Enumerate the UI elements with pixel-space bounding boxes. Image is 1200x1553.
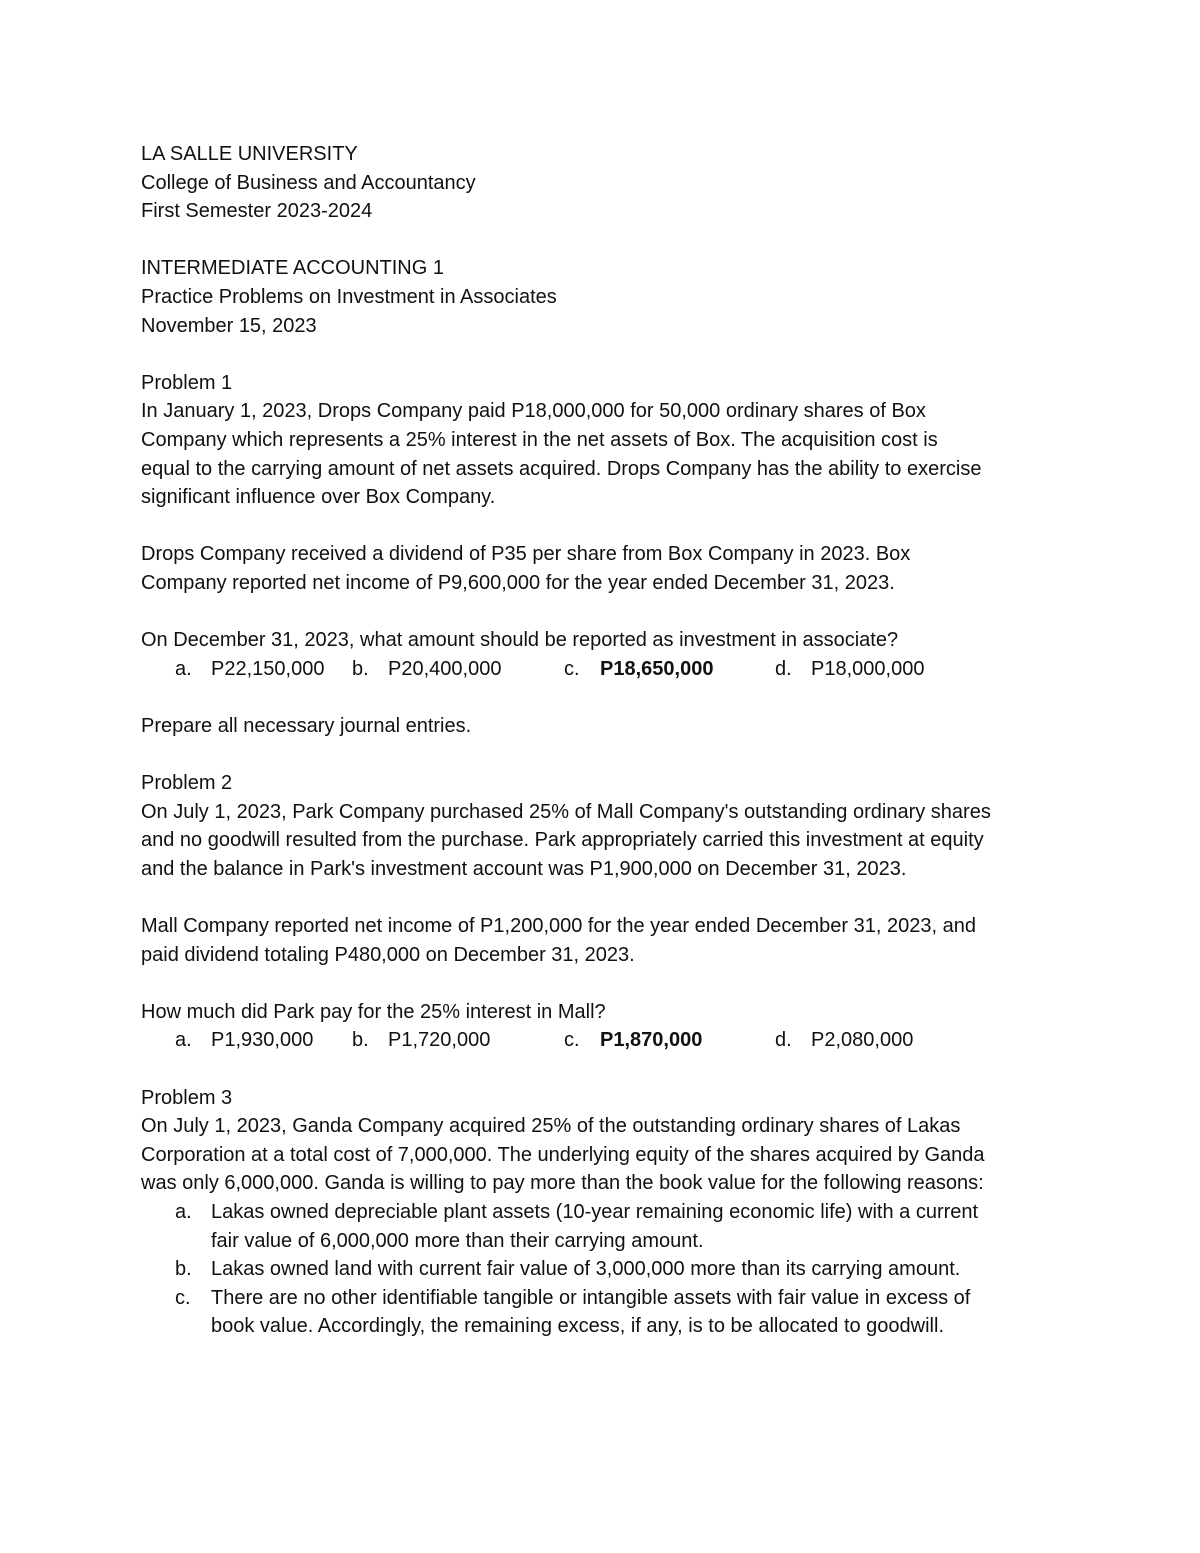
problem1-instruction: Prepare all necessary journal entries. [141, 714, 472, 737]
correct-answer: P18,650,000 [600, 657, 714, 680]
document-page [141, 140, 1071, 1341]
problem1-paragraph2 [141, 540, 1071, 597]
reason-item-a: a. Lakas owned depreciable plant assets (10-year remaining economic life) with a current fair value of 6,000,000 more than their carrying amount. [141, 1198, 1071, 1255]
text-line: Lakas owned depreciable plant assets (10-year remaining economic life) with a current [211, 1200, 979, 1223]
problem1-question: On December 31, 2023, what amount should be reported as investment in associate? [141, 629, 899, 652]
text-line: fair value of 6,000,000 more than their carrying amount. [211, 1229, 704, 1252]
text-line: equal to the carrying amount of net assets acquired. Drops Company has the ability to exercise [141, 457, 982, 480]
choice-c: c. P1,870,000 [564, 1029, 703, 1052]
choice-d: d. P2,080,000 [775, 1029, 914, 1052]
reason-item-b: b. Lakas owned land with current fair value of 3,000,000 more than its carrying amount. [141, 1255, 1071, 1284]
course-title: INTERMEDIATE ACCOUNTING 1 [141, 257, 444, 280]
problem3-paragraph1 [141, 1112, 1071, 1198]
choice-b: b. P1,720,000 [352, 1029, 491, 1052]
problem2-question: How much did Park pay for the 25% interest in Mall? [141, 1000, 606, 1023]
course-subtitle: Practice Problems on Investment in Associates [141, 285, 557, 308]
text-line: significant influence over Box Company. [141, 486, 496, 509]
problem2-heading: Problem 2 [141, 772, 233, 795]
university-name: LA SALLE UNIVERSITY [141, 143, 358, 165]
course-date: November 15, 2023 [141, 314, 317, 337]
reason-item-c: c. There are no other identifiable tangible or intangible assets with fair value in excess of book value. Accordingly, the remaining excess, if any, is to be allocated to goodwill. [141, 1284, 1071, 1341]
text-line: and the balance in Park's investment account was P1,900,000 on December 31, 2023. [141, 857, 907, 880]
text-line: and no goodwill resulted from the purchase. Park appropriately carried this investment at equity [141, 829, 984, 852]
problem2-paragraph2 [141, 912, 1071, 969]
problem1-heading: Problem 1 [141, 371, 233, 394]
text-line: Company which represents a 25% interest in the net assets of Box. The acquisition cost is [141, 428, 938, 451]
text-line: Mall Company reported net income of P1,200,000 for the year ended December 31, 2023, and [141, 915, 976, 938]
problem1-choices [141, 655, 1071, 684]
correct-answer: P1,870,000 [600, 1029, 703, 1052]
text-line: There are no other identifiable tangible or intangible assets with fair value in excess of [211, 1286, 971, 1309]
semester: First Semester 2023-2024 [141, 200, 373, 223]
text-line: Drops Company received a dividend of P35 per share from Box Company in 2023. Box [141, 543, 911, 566]
problem1-paragraph1 [141, 397, 1071, 511]
text-line: was only 6,000,000. Ganda is willing to pay more than the book value for the following reasons: [141, 1172, 984, 1195]
text-line: Lakas owned land with current fair value of 3,000,000 more than its carrying amount. [211, 1258, 961, 1281]
choice-a: a. P22,150,000 [175, 657, 325, 680]
choice-b: b. P20,400,000 [352, 657, 502, 680]
choice-c: c. P18,650,000 [564, 657, 714, 680]
problem2-choices [141, 1026, 1071, 1055]
choice-d: d. P18,000,000 [775, 657, 925, 680]
text-line: paid dividend totaling P480,000 on December 31, 2023. [141, 943, 635, 966]
text-line: On July 1, 2023, Ganda Company acquired 25% of the outstanding ordinary shares of Lakas [141, 1115, 961, 1138]
college-name: College of Business and Accountancy [141, 171, 476, 194]
problem2-paragraph1 [141, 798, 1071, 884]
text-line: Company reported net income of P9,600,000 for the year ended December 31, 2023. [141, 571, 895, 594]
text-line: On July 1, 2023, Park Company purchased 25% of Mall Company's outstanding ordinary shares [141, 800, 991, 823]
choice-a: a. P1,930,000 [175, 1029, 314, 1052]
problem3-heading: Problem 3 [141, 1086, 233, 1109]
text-line: book value. Accordingly, the remaining excess, if any, is to be allocated to goodwill. [211, 1315, 944, 1338]
text-line: Corporation at a total cost of 7,000,000. The underlying equity of the shares acquired by Ganda [141, 1143, 985, 1166]
text-line: In January 1, 2023, Drops Company paid P18,000,000 for 50,000 ordinary shares of Box [141, 400, 926, 423]
